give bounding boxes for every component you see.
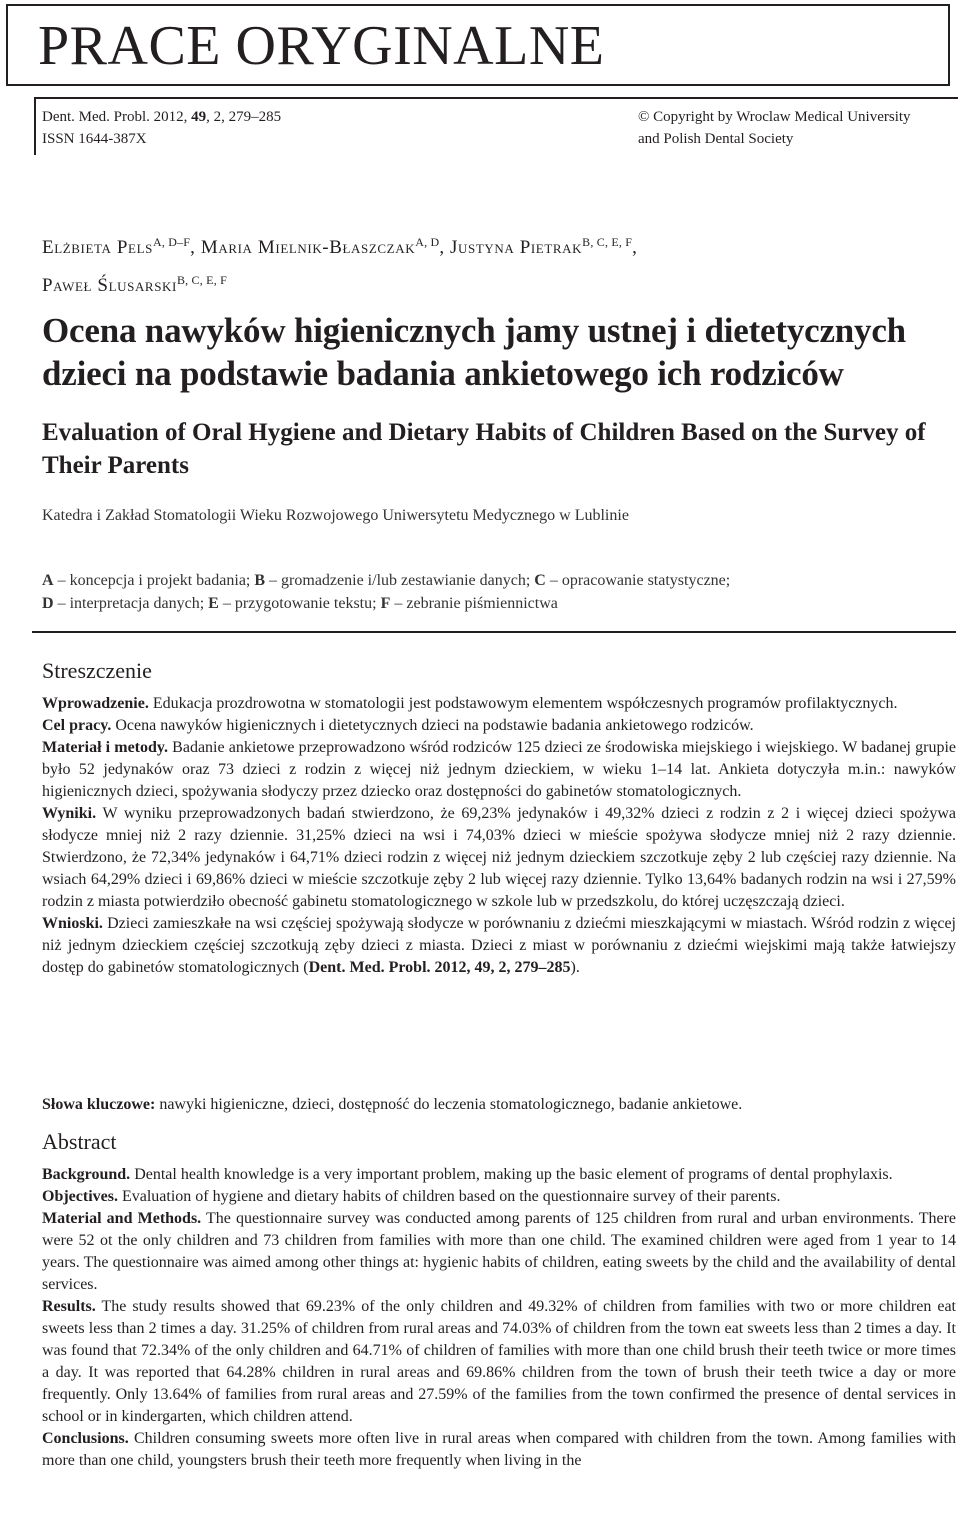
abstract-body [42, 1164, 956, 1472]
citation-block [42, 106, 281, 150]
divider [32, 631, 956, 633]
author: Paweł Ślusarski$^{B, C, E, F}$ [42, 273, 227, 296]
streszczenie-paragraph: Wnioski. Dzieci zamieszkałe na wsi częściej spożywają słodycze w porównaniu z dziećmi mieszkającymi w miastach. Wśród rodzin z więcej niż jednym dzieckiem częściej szczotkują zęby dzieci z miasta. Dzieci z miast w porównaniu z dziećmi wiejskimi mają także łatwiejszy dostęp do gabinetów stomatologicznych (Dent. Med. Probl. 2012, 49, 2, 279–285). [42, 915, 956, 976]
affiliation: Katedra i Zakład Stomatologii Wieku Rozwojowego Uniwersytetu Medycznego w Lublinie [42, 507, 629, 524]
copyright-line2: and Polish Dental Society [638, 131, 794, 147]
keywords: Słowa kluczowe: nawyki higieniczne, dzieci, dostępność do leczenia stomatologicznego, badanie ankietowe. [42, 1096, 743, 1113]
streszczenie-paragraph: Wprowadzenie. Edukacja prozdrowotna w stomatologii jest podstawowym elementem współczesnych programów profilaktycznych. [42, 695, 898, 712]
abstract-heading: Abstract [42, 1129, 117, 1154]
section-banner: PRACE ORYGINALNE [6, 4, 950, 86]
streszczenie-heading: Streszczenie [42, 658, 152, 683]
streszczenie-paragraph: Cel pracy. Ocena nawyków higienicznych i dietetycznych dzieci na podstawie badania ankietowego rodziców. [42, 717, 754, 734]
streszczenie-paragraph: Wyniki. W wyniku przeprowadzonych badań stwierdzono, że 69,23% jedynaków i 49,32% dzieci z rodzin z 2 i więcej dzieci spożywa słodycze mniej niż 2 razy dziennie. 31,25% dzieci na wsi i 74,03% dzieci w mieście spożywa słodycze mniej niż 2 razy dziennie. Stwierdzono, że 72,34% jedynaków i 64,71% dzieci rodzin z więcej niż jednym dzieckiem szczotkuje zęby 2 lub częściej razy dziennie. Na wsiach 64,29% dzieci i 69,86% dzieci w mieście szczotkuje zęby 2 lub więcej razy dziennie. Tylko 13,64% badanych rodzin na wsi i 27,59% rodzin z miasta potwierdziło obecność gabinetu stomatologicznego w szkole lub w przedszkolu, do której uczęszczają dzieci. [42, 805, 956, 910]
copyright-block [638, 106, 958, 150]
copyright-line1: © Copyright by Wroclaw Medical University [638, 109, 911, 125]
author-list [42, 226, 942, 302]
author: Elżbieta Pels$^{A, D-F}$, [42, 235, 201, 258]
abstract-paragraph: Background. Dental health knowledge is a very important problem, making up the basic element of programs of dental prophylaxis. [42, 1166, 893, 1183]
author: Maria Mielnik-Błaszczak$^{A, D}$, [200, 235, 451, 258]
streszczenie-body [42, 693, 956, 979]
abstract-paragraph: Material and Methods. The questionnaire survey was conducted among parents of 125 children from rural and urban environments. There were 52 ot the only children and 73 children from families with more than one child. The examined children were aged from 1 year to 14 years. The questionnaire was aimed among other things at: hygienic habits of children, eating sweets by the child and the availability of dental services. [42, 1210, 957, 1293]
citation-text: Dent. Med. Probl. 2012, [42, 109, 192, 125]
citation-pages: , 2, 279–285 [206, 109, 282, 125]
citation-volume: 49 [191, 109, 207, 125]
abstract-paragraph: Conclusions. Children consuming sweets more often live in rural areas when compared with children from the town. Among families with more than one child, youngsters brush their teeth more frequently when living in the [42, 1430, 956, 1469]
abstract-paragraph: Objectives. Evaluation of hygiene and dietary habits of children based on the questionnaire survey of their parents. [42, 1188, 781, 1205]
streszczenie-paragraph: Materiał i metody. Badanie ankietowe przeprowadzono wśród rodziców 125 dzieci ze środowiska miejskiego i wiejskiego. W badanej grupie było 52 jedynaków oraz 73 dzieci z rodzin z więcej niż jednym dzieckiem, w wieku 1–14 lat. Ankieta dotyczyła m.in.: nawyków higienicznych dzieci, spożywania słodyczy przez dziecko oraz dostępności do gabinetów stomatologicznych. [42, 739, 956, 800]
author-contributions: A – koncepcja i projekt badania; B – gromadzenie i/lub zestawianie danych; C – opracowanie statystyczne; D – interpretacja danych; E – przygotowanie tekstu; F – zebranie piśmiennictwa [42, 572, 731, 612]
author: Justyna Pietrak$^{B, C, E, F}$, [450, 235, 638, 258]
article-title-polish: Ocena nawyków higienicznych jamy ustnej i dietetycznych dzieci na podstawie badania ankietowego ich rodziców [42, 311, 906, 393]
article-title-english: Evaluation of Oral Hygiene and Dietary Habits of Children Based on the Survey of Their Parents [42, 419, 926, 479]
issn: ISSN 1644-387X [42, 131, 147, 147]
abstract-paragraph: Results. The study results showed that 69.23% of the only children and 49.32% of children from families with two or more children eat sweets less than 2 times a day. 31.25% of children from rural areas and 74.03% of children from the town eat sweets less than 2 times a day. It was found that 72.34% of the only children and 64.71% of children of families with more than one child brush their teeth twice or more times a day. It was reported that 64.28% children in rural areas and 69.86% children from the town of brush their teeth twice a day or more frequently. Only 13.64% of families from rural areas and 27.59% of the families from the town confirmed the presence of dental services in school or in kindergarten, which children attend. [42, 1298, 956, 1425]
journal-header [34, 97, 958, 155]
